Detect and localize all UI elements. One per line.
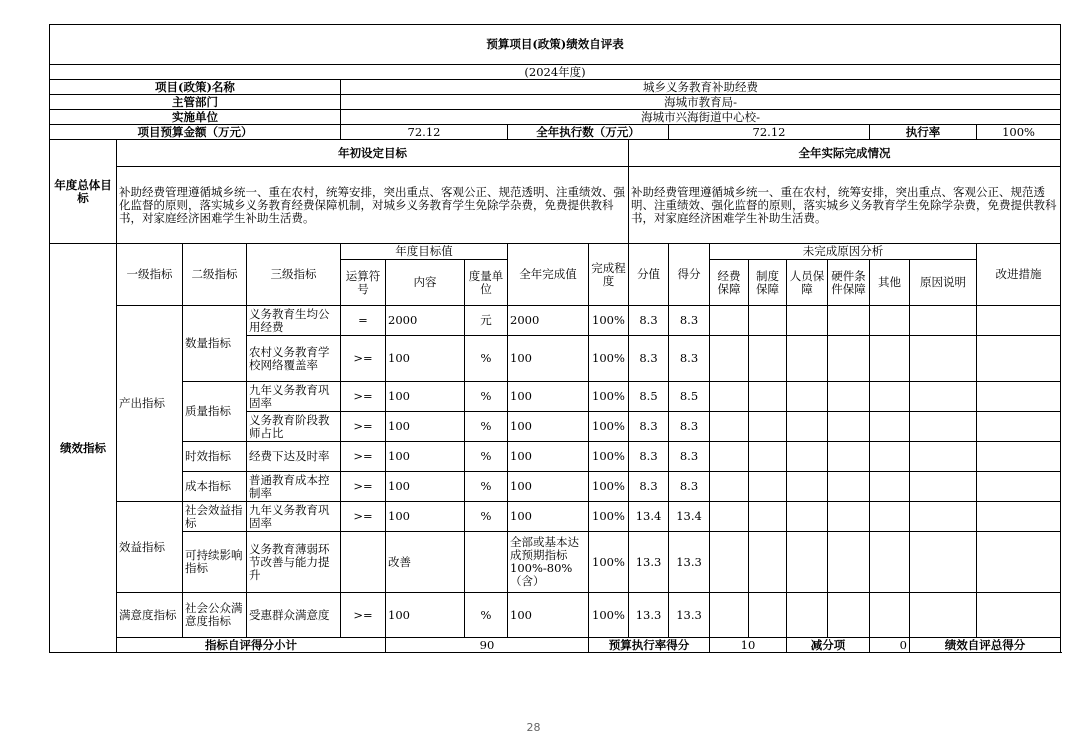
- empty-cell: [828, 532, 870, 593]
- empty-cell: [787, 502, 828, 532]
- empty-cell: [710, 502, 749, 532]
- actual-completion-text: 补助经费管理遵循城乡统一、重在农村，统筹安排，突出重点、客观公正、规范透明、注重绩效、强化监督的原则，落实城乡义务教育学生免除学杂费，免费提供教科书，对家庭经济困难学生补助生活费。: [629, 167, 1061, 244]
- page-number: 28: [526, 721, 541, 734]
- department-label: 主管部门: [50, 95, 341, 110]
- page-title: 预算项目(政策)绩效自评表: [50, 25, 1061, 65]
- empty-cell: [749, 382, 787, 412]
- points-value: 8.5: [629, 382, 669, 412]
- target-content: 100: [386, 502, 465, 532]
- empty-cell: [787, 382, 828, 412]
- empty-cell: [710, 336, 749, 382]
- empty-cell: [910, 306, 977, 336]
- total-score-label: 绩效自评总得分: [910, 638, 1061, 653]
- group-cost: 成本指标: [183, 472, 247, 502]
- full-year-header: 全年完成值: [508, 244, 589, 306]
- actual-value: 100: [508, 502, 589, 532]
- execution-rate-value: 100%: [977, 125, 1061, 140]
- target-content: 2000: [386, 306, 465, 336]
- operator-value: >=: [341, 502, 386, 532]
- empty-cell: [710, 532, 749, 593]
- empty-cell: [977, 442, 1061, 472]
- empty-cell: [910, 532, 977, 593]
- target-content: 100: [386, 412, 465, 442]
- target-content: 100: [386, 382, 465, 412]
- empty-cell: [749, 472, 787, 502]
- empty-cell: [749, 442, 787, 472]
- indicator-name: 普通教育成本控制率: [247, 472, 341, 502]
- group-satisfaction: 满意度指标: [117, 593, 183, 638]
- budget-score-value: 10: [710, 638, 787, 653]
- actual-value: 100: [508, 336, 589, 382]
- empty-cell: [977, 532, 1061, 593]
- improvement-header: 改进措施: [977, 244, 1061, 306]
- score-value: 13.4: [669, 502, 710, 532]
- operator-value: =: [341, 306, 386, 336]
- executed-amount-label: 全年执行数（万元）: [508, 125, 669, 140]
- group-benefit: 效益指标: [117, 502, 183, 593]
- level2-header: 二级指标: [183, 244, 247, 306]
- empty-cell: [828, 442, 870, 472]
- actual-completion-header: 全年实际完成情况: [629, 140, 1061, 167]
- score-value: 8.5: [669, 382, 710, 412]
- target-content: 100: [386, 442, 465, 472]
- implementing-unit-label: 实施单位: [50, 110, 341, 125]
- points-header: 分值: [629, 244, 669, 306]
- empty-cell: [787, 472, 828, 502]
- empty-cell: [910, 442, 977, 472]
- budget-amount-label: 项目预算金额（万元）: [50, 125, 341, 140]
- execution-rate-label: 执行率: [870, 125, 977, 140]
- empty-cell: [749, 336, 787, 382]
- annual-goal-label: 年度总体目标: [50, 140, 117, 244]
- initial-goal-text: 补助经费管理遵循城乡统一、重在农村，统筹安排，突出重点、客观公正、规范透明、注重绩效、强化监督的原则，落实城乡义务教育经费保障机制，对城乡义务教育学生免除学杂费，免费提供教科书，对家庭经济困难学生补助生活费。: [117, 167, 629, 244]
- empty-cell: [787, 442, 828, 472]
- empty-cell: [749, 593, 787, 638]
- empty-cell: [977, 593, 1061, 638]
- score-value: 8.3: [669, 306, 710, 336]
- points-value: 8.3: [629, 442, 669, 472]
- points-value: 13.3: [629, 532, 669, 593]
- empty-cell: [828, 412, 870, 442]
- empty-cell: [749, 306, 787, 336]
- empty-cell: [870, 593, 910, 638]
- operator-value: >=: [341, 412, 386, 442]
- empty-cell: [910, 412, 977, 442]
- content-header: 内容: [386, 260, 465, 306]
- empty-cell: [828, 306, 870, 336]
- implementing-unit-value: 海城市兴海街道中心校-: [341, 110, 1061, 125]
- actual-value: 100: [508, 382, 589, 412]
- operator-value: >=: [341, 382, 386, 412]
- group-output: 产出指标: [117, 306, 183, 502]
- empty-cell: [910, 593, 977, 638]
- score-value: 8.3: [669, 336, 710, 382]
- initial-goal-header: 年初设定目标: [117, 140, 629, 167]
- indicator-name: 义务教育生均公用经费: [247, 306, 341, 336]
- empty-cell: [749, 412, 787, 442]
- completion-value: 100%: [589, 472, 629, 502]
- subtotal-value: 90: [386, 638, 589, 653]
- unit-value: %: [465, 442, 508, 472]
- funding-header: 经费保障: [710, 260, 749, 306]
- empty-cell: [977, 306, 1061, 336]
- operator-value: >=: [341, 442, 386, 472]
- budget-score-label: 预算执行率得分: [589, 638, 710, 653]
- completion-value: 100%: [589, 593, 629, 638]
- actual-value: 100: [508, 412, 589, 442]
- completion-value: 100%: [589, 442, 629, 472]
- empty-cell: [870, 502, 910, 532]
- staff-header: 人员保障: [787, 260, 828, 306]
- score-value: 13.3: [669, 532, 710, 593]
- completion-header: 完成程度: [589, 244, 629, 306]
- group-sustainable: 可持续影响指标: [183, 532, 247, 593]
- level3-header: 三级指标: [247, 244, 341, 306]
- empty-cell: [828, 336, 870, 382]
- score-header: 得分: [669, 244, 710, 306]
- empty-cell: [749, 532, 787, 593]
- unit-value: %: [465, 382, 508, 412]
- score-value: 13.3: [669, 593, 710, 638]
- empty-cell: [828, 472, 870, 502]
- group-social-satisfaction: 社会公众满意度指标: [183, 593, 247, 638]
- empty-cell: [710, 412, 749, 442]
- target-content: 100: [386, 593, 465, 638]
- unit-value: %: [465, 336, 508, 382]
- empty-cell: [977, 382, 1061, 412]
- subtotal-label: 指标自评得分小计: [117, 638, 386, 653]
- actual-value: 100: [508, 593, 589, 638]
- score-value: 8.3: [669, 442, 710, 472]
- indicator-name: 农村义务教育学校网络覆盖率: [247, 336, 341, 382]
- completion-value: 100%: [589, 336, 629, 382]
- operator-value: >=: [341, 593, 386, 638]
- operator-value: >=: [341, 336, 386, 382]
- empty-cell: [749, 502, 787, 532]
- indicator-name: 义务教育薄弱环节改善与能力提升: [247, 532, 341, 593]
- indicator-name: 经费下达及时率: [247, 442, 341, 472]
- performance-indicators-label: 绩效指标: [50, 244, 117, 653]
- empty-cell: [910, 336, 977, 382]
- department-value: 海城市教育局-: [341, 95, 1061, 110]
- empty-cell: [828, 502, 870, 532]
- self-evaluation-table: [49, 24, 1061, 653]
- empty-cell: [910, 382, 977, 412]
- hardware-header: 硬件条件保障: [828, 260, 870, 306]
- reason-desc-header: 原因说明: [910, 260, 977, 306]
- empty-cell: [870, 336, 910, 382]
- empty-cell: [870, 442, 910, 472]
- level1-header: 一级指标: [117, 244, 183, 306]
- actual-value: 100: [508, 472, 589, 502]
- actual-value: 100: [508, 442, 589, 472]
- indicator-name: 九年义务教育巩固率: [247, 502, 341, 532]
- score-value: 8.3: [669, 472, 710, 502]
- group-quality: 质量指标: [183, 382, 247, 442]
- unit-value: %: [465, 593, 508, 638]
- report-year: (2024年度): [50, 65, 1061, 80]
- points-value: 13.4: [629, 502, 669, 532]
- indicator-name: 义务教育阶段教师占比: [247, 412, 341, 442]
- points-value: 8.3: [629, 412, 669, 442]
- other-header: 其他: [870, 260, 910, 306]
- empty-cell: [870, 532, 910, 593]
- empty-cell: [977, 336, 1061, 382]
- points-value: 13.3: [629, 593, 669, 638]
- empty-cell: [977, 472, 1061, 502]
- annual-target-header: 年度目标值: [341, 244, 508, 260]
- unit-value: 元: [465, 306, 508, 336]
- group-social-benefit: 社会效益指标: [183, 502, 247, 532]
- empty-cell: [787, 306, 828, 336]
- empty-cell: [870, 472, 910, 502]
- empty-cell: [870, 306, 910, 336]
- empty-cell: [787, 412, 828, 442]
- completion-value: 100%: [589, 412, 629, 442]
- score-value: 8.3: [669, 412, 710, 442]
- empty-cell: [828, 593, 870, 638]
- target-content: 100: [386, 472, 465, 502]
- project-name-label: 项目(政策)名称: [50, 80, 341, 95]
- empty-cell: [710, 593, 749, 638]
- completion-value: 100%: [589, 382, 629, 412]
- indicator-name: 九年义务教育巩固率: [247, 382, 341, 412]
- empty-cell: [870, 412, 910, 442]
- target-content: 改善: [386, 532, 465, 593]
- points-value: 8.3: [629, 336, 669, 382]
- empty-cell: [710, 442, 749, 472]
- operator-value: [341, 532, 386, 593]
- project-name-value: 城乡义务教育补助经费: [341, 80, 1061, 95]
- indicator-name: 受惠群众满意度: [247, 593, 341, 638]
- unit-value: [465, 532, 508, 593]
- unit-value: %: [465, 412, 508, 442]
- empty-cell: [910, 502, 977, 532]
- completion-value: 100%: [589, 502, 629, 532]
- executed-amount-value: 72.12: [669, 125, 870, 140]
- empty-cell: [977, 502, 1061, 532]
- empty-cell: [870, 382, 910, 412]
- unit-header: 度量单位: [465, 260, 508, 306]
- empty-cell: [787, 336, 828, 382]
- empty-cell: [710, 306, 749, 336]
- empty-cell: [787, 593, 828, 638]
- actual-value: 全部或基本达成预期指标100%-80%（含）: [508, 532, 589, 593]
- completion-value: 100%: [589, 306, 629, 336]
- empty-cell: [977, 412, 1061, 442]
- operator-header: 运算符号: [341, 260, 386, 306]
- unit-value: %: [465, 472, 508, 502]
- completion-value: 100%: [589, 532, 629, 593]
- empty-cell: [787, 532, 828, 593]
- group-timeliness: 时效指标: [183, 442, 247, 472]
- target-content: 100: [386, 336, 465, 382]
- group-quantity: 数量指标: [183, 306, 247, 382]
- unit-value: %: [465, 502, 508, 532]
- empty-cell: [910, 472, 977, 502]
- reasons-header: 未完成原因分析: [710, 244, 977, 260]
- operator-value: >=: [341, 472, 386, 502]
- deduction-value: 0: [870, 638, 910, 653]
- points-value: 8.3: [629, 306, 669, 336]
- actual-value: 2000: [508, 306, 589, 336]
- empty-cell: [828, 382, 870, 412]
- system-header: 制度保障: [749, 260, 787, 306]
- empty-cell: [710, 472, 749, 502]
- points-value: 8.3: [629, 472, 669, 502]
- budget-amount-value: 72.12: [341, 125, 508, 140]
- empty-cell: [710, 382, 749, 412]
- deduction-label: 减分项: [787, 638, 870, 653]
